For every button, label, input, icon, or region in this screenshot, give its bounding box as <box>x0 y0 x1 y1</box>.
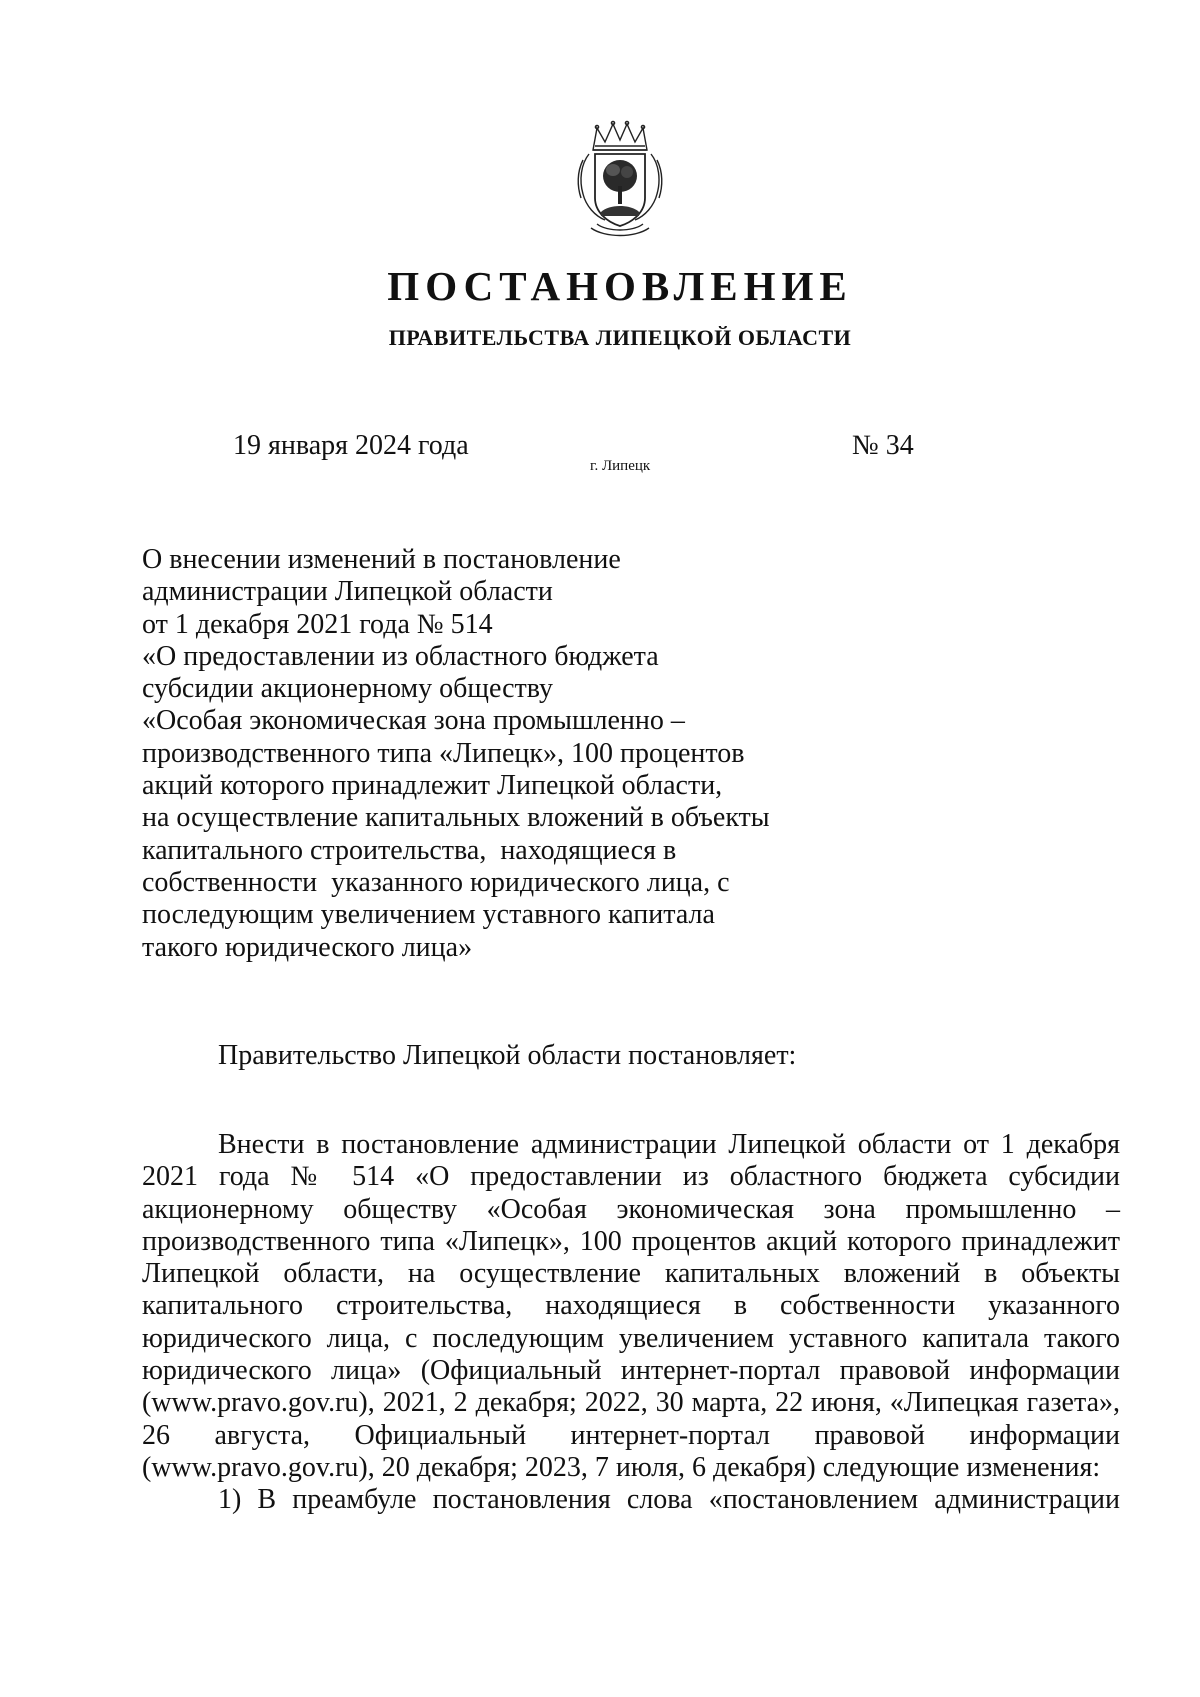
subject-line: администрации Липецкой области <box>142 576 553 608</box>
document-number: № 34 <box>852 430 914 461</box>
document-city: г. Липецк <box>590 458 651 474</box>
subject-line: субсидии акционерному обществу <box>142 673 554 705</box>
body-line-item-1: 1) В преамбуле постановления слова «постановлением администрации <box>218 1484 1120 1516</box>
document-type-title: ПОСТАНОВЛЕНИЕ <box>387 263 853 309</box>
lipetsk-coat-of-arms-emblem <box>575 120 665 240</box>
document-subject <box>142 544 842 964</box>
subject-line: такого юридического лица» <box>142 931 473 963</box>
subject-line: капитального строительства, находящиеся в <box>142 834 677 866</box>
body-line: капитального строительства, находящиеся в собственности указанного <box>142 1290 1120 1322</box>
subject-line: акций которого принадлежит Липецкой области, <box>142 770 723 802</box>
subject-line: «Особая экономическая зона промышленно – <box>142 705 685 737</box>
body-line: Внести в постановление администрации Липецкой области от 1 декабря <box>218 1129 1120 1160</box>
document-body <box>142 1129 1120 1517</box>
body-line: (www.pravo.gov.ru), 2021, 2 декабря; 2022, 30 марта, 22 июня, «Липецкая газета», <box>142 1387 1120 1419</box>
body-line: юридического лица, с последующим увеличением уставного капитала такого <box>142 1322 1120 1354</box>
body-line: акционерному обществу «Особая экономическая зона промышленно – <box>142 1193 1120 1225</box>
body-line: производственного типа «Липецк», 100 процентов акций которого принадлежит <box>142 1225 1120 1257</box>
subject-line: «О предоставлении из областного бюджета <box>142 640 659 672</box>
preamble-text: Правительство Липецкой области постановляет: <box>218 1040 797 1071</box>
body-line: (www.pravo.gov.ru), 20 декабря; 2023, 7 июля, 6 декабря) следующие изменения: <box>142 1451 1101 1483</box>
document-date: 19 января 2024 года <box>233 430 469 461</box>
subject-line: от 1 декабря 2021 года № 514 <box>142 608 493 640</box>
body-line: юридического лица» (Официальный интернет-портал правовой информации <box>142 1355 1120 1387</box>
subject-line: производственного типа «Липецк», 100 процентов <box>142 737 745 769</box>
subject-line: О внесении изменений в постановление <box>142 544 621 575</box>
subject-line: на осуществление капитальных вложений в объекты <box>142 802 770 834</box>
issuing-authority: ПРАВИТЕЛЬСТВА ЛИПЕЦКОЙ ОБЛАСТИ <box>388 325 852 350</box>
subject-line: последующим увеличением уставного капитала <box>142 899 715 931</box>
body-line: Липецкой области, на осуществление капитальных вложений в объекты <box>142 1258 1120 1290</box>
subject-line: собственности указанного юридического лица, с <box>142 866 730 898</box>
body-line: 26 августа, Официальный интернет-портал правовой информации <box>142 1419 1120 1451</box>
body-line: 2021 года № 514 «О предоставлении из областного бюджета субсидии <box>142 1161 1120 1193</box>
